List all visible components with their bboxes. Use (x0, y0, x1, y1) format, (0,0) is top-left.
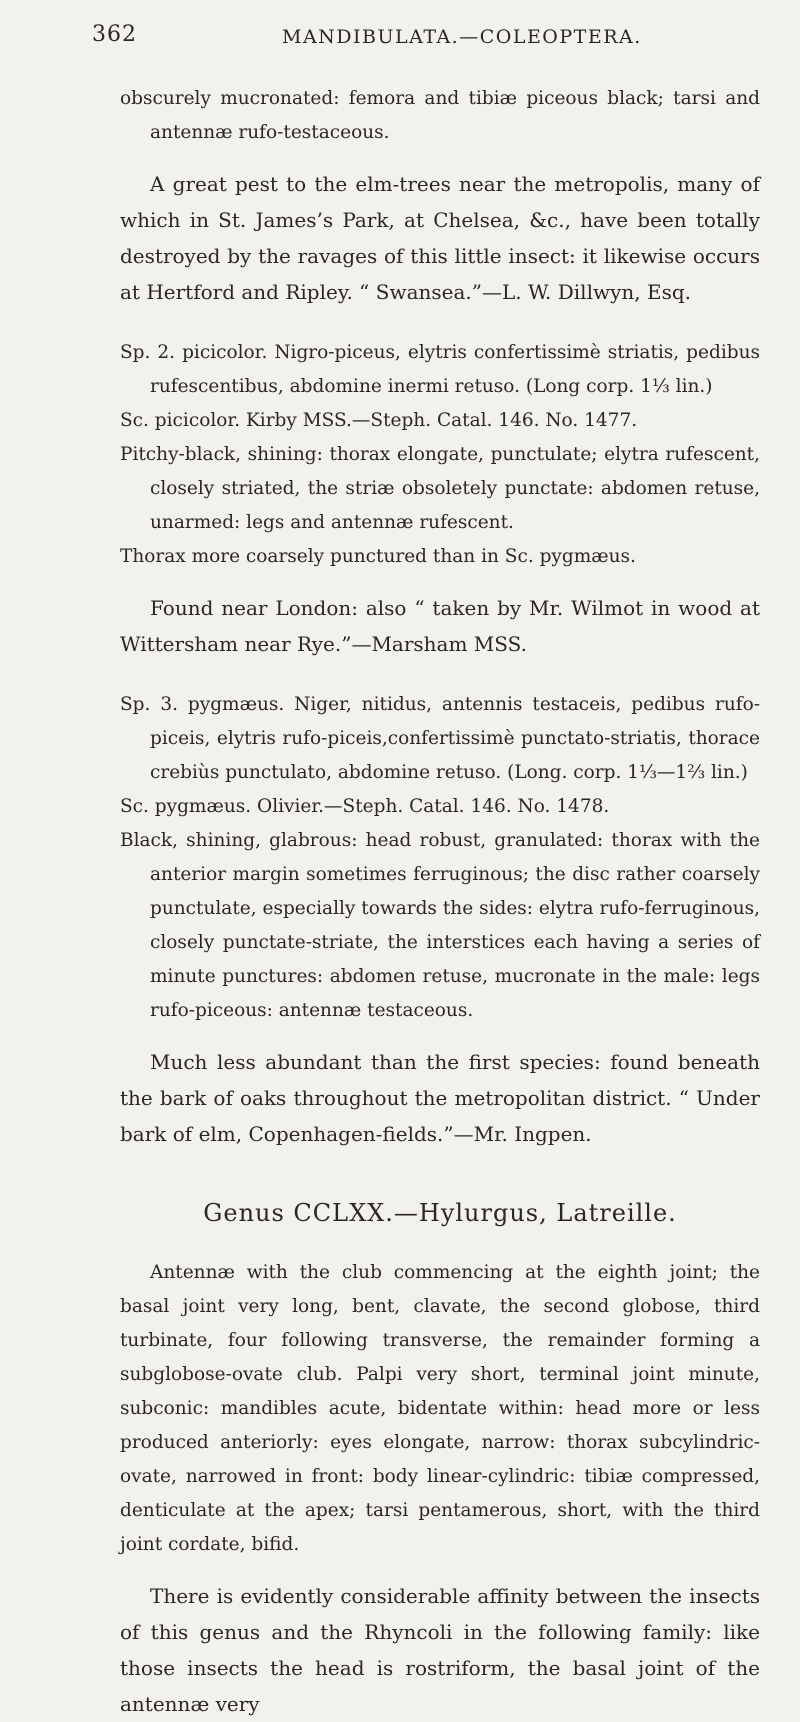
page-body (120, 82, 760, 1722)
species-3-synonymy: Sc. pygmæus. Olivier.—Steph. Catal. 146. No. 1478. (120, 796, 610, 817)
page-header (92, 22, 760, 58)
species-3-description: Black, shining, glabrous: head robust, granulated: thorax with the anterior margin sometimes ferruginous; the disc rather coarsely punctulate, especially towards the sides: elytra rufo-ferruginous, closely punctate-striate, the interstices each having a series of minute punctures: abdomen retuse, mucronate in the male: legs rufo-piceous: antennæ testaceous. (120, 830, 760, 1021)
genus-affinity-note: There is evidently considerable affinity between the insects of this genus and the Rhyncoli in the following family: like those insects the head is rostriform, the basal joint of the antennæ very (120, 1584, 760, 1716)
species-3-locality: Much less abundant than the first species: found beneath the bark of oaks throughout the metropolitan district. “ Under bark of elm, Copenhagen-fields.”—Mr. Ingpen. (120, 1050, 760, 1146)
genus-heading: Genus CCLXX.—Hylurgus, Latreille. (203, 1199, 677, 1227)
running-title: MANDIBULATA.—COLEOPTERA. (282, 26, 642, 48)
species-2-note: Thorax more coarsely punctured than in Sc. pygmæus. (120, 546, 636, 567)
paragraph-continuation: obscurely mucronated: femora and tibiæ piceous black; tarsi and antennæ rufo-testaceous. (120, 88, 760, 143)
paragraph-habitat: A great pest to the elm-trees near the metropolis, many of which in St. James’s Park, at Chelsea, &c., have been totally destroyed by the ravages of this little insect: it likewise occurs at Hertford and Ripley. “ Swansea.”—L. W. Dillwyn, Esq. (120, 172, 760, 304)
species-2-diagnosis: Sp. 2. picicolor. Nigro-piceus, elytris confertissimè striatis, pedibus rufescentibus, abdomine inermi retuso. (Long corp. 1⅓ lin.) (120, 342, 760, 397)
species-2-description: Pitchy-black, shining: thorax elongate, punctulate; elytra rufescent, closely striated, the striæ obsoletely punctate: abdomen retuse, unarmed: legs and antennæ rufescent. (120, 444, 760, 533)
genus-description: Antennæ with the club commencing at the eighth joint; the basal joint very long, bent, clavate, the second globose, third turbinate, four following transverse, the remainder forming a subglobose-ovate club. Palpi very short, terminal joint minute, subconic: mandibles acute, bidentate within: head more or less produced anteriorly: eyes elongate, narrow: thorax subcylindric-ovate, narrowed in front: body linear-cylindric: tibiæ compressed, denticulate at the apex; tarsi pentamerous, short, with the third joint cordate, bifid. (120, 1262, 760, 1555)
species-2-synonymy: Sc. picicolor. Kirby MSS.—Steph. Catal. 146. No. 1477. (120, 410, 638, 431)
species-3-diagnosis: Sp. 3. pygmæus. Niger, nitidus, antennis testaceis, pedibus rufo-piceis, elytris rufo-piceis,confertissimè punctato-striatis, thorace crebiùs punctulato, abdomine retuso. (Long. corp. 1⅓—1⅔ lin.) (120, 694, 760, 783)
species-2-locality: Found near London: also “ taken by Mr. Wilmot in wood at Wittersham near Rye.”—Marsham MSS. (120, 596, 760, 656)
page-number: 362 (92, 22, 137, 47)
